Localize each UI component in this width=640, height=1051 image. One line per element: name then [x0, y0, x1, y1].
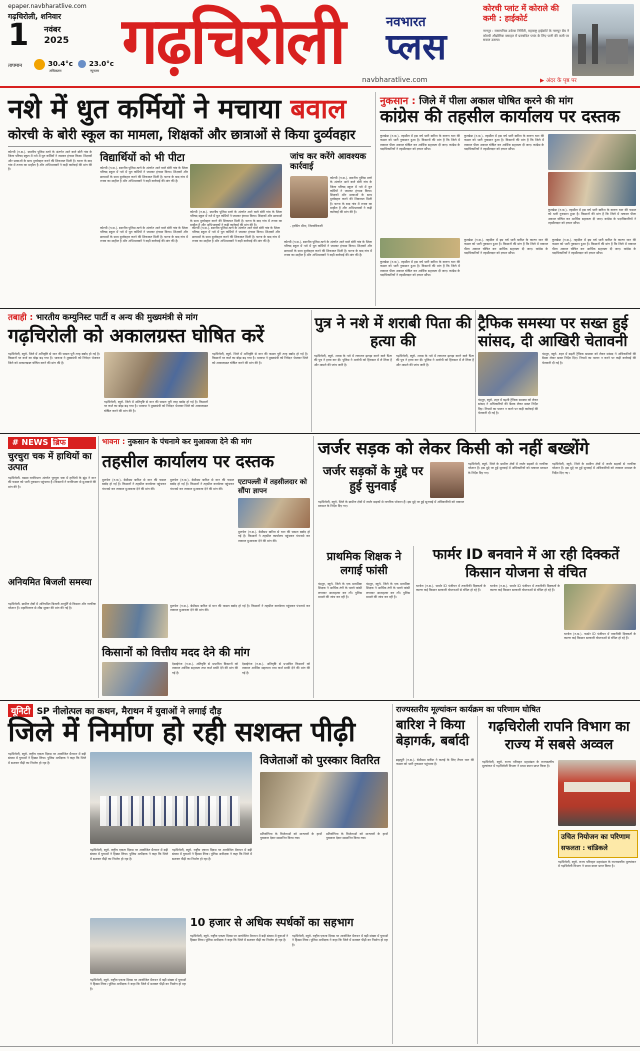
promo-title: कोरची प्लांट में कोराले की कमी : हाईकोर्ट — [483, 4, 559, 23]
date-year: 2025 — [44, 36, 70, 46]
traffic-photo — [478, 352, 538, 396]
tahsil-body-col2: मुलचेरा (न.स.). बेमौसम बारिश से धान की फसल बर्बाद हो गई है। किसानों ने तहसील कार्यालय पहुंचकर पंचनामे कर तत्काल मुआवजा देने की मांग की। — [170, 478, 234, 491]
brief-1-body: गढ़चिरोली. वडसा वनविभाग अंतर्गत चुरचुरा चक में हाथियों के झुंड ने धान की फसल को भारी नुकसान पहुंचाया है। किसानों ने वनविभाग से मुआवजे की मांग की है। — [8, 476, 96, 489]
drought-body-col2: कुरखेडा (न.स.). तहसील में इस वर्ष भारी बारिश के कारण धान की फसल को भारी नुकसान हुआ है। किसानों की मांग है कि जिले में तत्काल पीला अकाल घोषित कर आर्थिक सहायता दी जाए। कांग्रेस के पदाधिकारियों ने तहसीलदार को ज्ञापन सौंपा। — [464, 134, 544, 151]
winners-headline: विजेताओं को पुरस्कार वितरित — [260, 754, 380, 767]
site-url[interactable]: epaper.navbharatlive.com — [8, 3, 87, 10]
murder-body-col1: गढ़चिरोली, ब्यूरो. शराब के नशे में लगातार झगड़ा करने वाले पिता की पुत्र ने हत्या कर दी। पुलिस ने आरोपी को हिरासत में ले लिया है और मामले की जांच जारी है। — [314, 354, 392, 367]
famine-kicker-text: भारतीय कम्युनिस्ट पार्टी व अन्य की मुख्यमंत्री से मांग — [35, 313, 198, 323]
roads-body-col1: गढ़चिरोली, ब्यूरो. जिले के ग्रामीण क्षेत्रों में जर्जर सड़कों से नागरिक परेशान हैं। इस मुद्दे पर हुई सुनवाई में अधिकारियों को तत्काल मरम्मत के निर्देश दिए गए। — [468, 462, 548, 475]
dept-body-col2: गढ़चिरोली, ब्यूरो. राज्य परिवहन महामंडल के राज्यस्तरीय मूल्यांकन में गढ़चिरोली विभाग ने प्रथम स्थान प्राप्त किया है। — [558, 860, 636, 869]
lead-body-col4: कोरची (न.स.). स्थानीय पुलिस ठाणे के अंतर्गत आने वाले बोरी गांव के जिला परिषद स्कूल में नशे में धुत कर्मियों ने जमकर हंगामा किया। शिक्षकों और छात्राओं के साथ दुर्व्यवहार करने की शिकायत मिली है। घटना के बाद गांव में तनाव का माहौल है और अभिभावकों ने कड़ी कार्रवाई की मांग की है। — [192, 226, 280, 243]
lead-action-body: कोरची (न.स.). स्थानीय पुलिस ठाणे के अंतर्गत आने वाले बोरी गांव के जिला परिषद स्कूल में नशे में धुत कर्मियों ने जमकर हंगामा किया। शिक्षकों और छात्राओं के साथ दुर्व्यवहार करने की शिकायत मिली है। घटना के बाद गांव में तनाव का माहौल है और अभिभावकों ने कड़ी कार्रवाई की मांग की है। — [330, 176, 372, 215]
unity-body-col3: गढ़चिरोली, ब्यूरो. राष्ट्रीय एकता दिवस पर आयोजित मैराथन में बड़ी संख्या में युवाओं ने हिस्सा लिया। पुलिस अधीक्षक ने कहा कि जिले में सशक्त पीढ़ी का निर्माण हो रहा है। — [172, 848, 252, 861]
drought-photo-1 — [548, 134, 636, 170]
date-month: नवंबर — [44, 25, 61, 34]
weather-label: तापमान — [8, 63, 23, 69]
brand-top: नवभारत — [386, 15, 426, 30]
lead-body-col2: कोरची (न.स.). स्थानीय पुलिस ठाणे के अंतर्गत आने वाले बोरी गांव के जिला परिषद स्कूल में नशे में धुत कर्मियों ने जमकर हंगामा किया। शिक्षकों और छात्राओं के साथ दुर्व्यवहार करने की शिकायत मिली है। घटना के बाद गांव में तनाव का माहौल है और अभिभावकों ने कड़ी कार्रवाई की मांग की है। — [100, 166, 188, 183]
unity-body-col2: गढ़चिरोली, ब्यूरो. राष्ट्रीय एकता दिवस पर आयोजित मैराथन में बड़ी संख्या में युवाओं ने हिस्सा लिया। पुलिस अधीक्षक ने कहा कि जिले में सशक्त पीढ़ी का निर्माण हो रहा है। — [90, 848, 168, 861]
loan-body-col2: देसाईगंज (न.स.). अतिवृष्टि से प्रभावित किसानों को तत्काल आर्थिक सहायता तथा कर्ज माफी देने की मांग की गई है। — [242, 662, 310, 675]
murder-headline: पुत्र ने नशे में शराबी पिता की हत्या की — [314, 314, 472, 350]
promo-more-label: अंदर के पृष्ठ पर — [545, 78, 577, 84]
drought-body-col5: कुरखेडा (न.स.). तहसील में इस वर्ष भारी बारिश के कारण धान की फसल को भारी नुकसान हुआ है। किसानों की मांग है कि जिले में तत्काल पीला अकाल घोषित कर आर्थिक सहायता दी जाए। कांग्रेस के पदाधिकारियों ने तहसीलदार को ज्ञापन सौंपा। — [464, 238, 548, 255]
news-tag: ब्रिफ — [53, 438, 66, 447]
date-number: 1 — [8, 18, 29, 53]
participants-photo — [90, 918, 186, 974]
lead-subheadline: कोरची के बोरी स्कूल का मामला, शिक्षकों और छात्राओं से किया दुर्व्यवहार — [8, 128, 356, 143]
dept-body-col1: गढ़चिरोली, ब्यूरो. राज्य परिवहन महामंडल के राज्यस्तरीय मूल्यांकन में गढ़चिरोली विभाग ने प्रथम स्थान प्राप्त किया है। — [482, 760, 554, 769]
lead-body-col1: कोरची (न.स.). स्थानीय पुलिस ठाणे के अंतर्गत आने वाले बोरी गांव के जिला परिषद स्कूल में नशे में धुत कर्मियों ने जमकर हंगामा किया। शिक्षकों और छात्राओं के साथ दुर्व्यवहार करने की शिकायत मिली है। घटना के बाद गांव में तनाव का माहौल है और अभिभावकों ने कड़ी कार्रवाई की मांग की है। — [8, 150, 92, 172]
rain-headline: बारिश ने किया बेड़ागर्क, बर्बादी — [396, 718, 469, 749]
tahsil-kicker-label: भावना : — [102, 437, 126, 446]
teacher-body-col2: चंद्रपुर, ब्यूरो. जिले के एक प्राथमिक शिक्षक ने आर्थिक तंगी के चलते फांसी लगाकर आत्महत्या कर ली। पुलिस मामले की जांच कर रही है। — [366, 582, 410, 599]
tahsil-kicker-text: नुकसान के पंचनामे कर मुआवजा देने की मांग — [127, 437, 252, 446]
participants-body-col1: गढ़चिरोली, ब्यूरो. राष्ट्रीय एकता दिवस पर आयोजित मैराथन में बड़ी संख्या में युवाओं ने हिस्सा लिया। पुलिस अधीक्षक ने कहा कि जिले में सशक्त पीढ़ी का निर्माण हो रहा है। — [90, 978, 186, 991]
factory-photo — [572, 4, 634, 76]
roads-body-col3: गढ़चिरोली, ब्यूरो. जिले के ग्रामीण क्षेत्रों में जर्जर सड़कों से नागरिक परेशान हैं। इस मुद्दे पर हुई सुनवाई में अधिकारियों को तत्काल मरम्मत के निर्देश दिए गए। — [318, 500, 464, 509]
traffic-body-col1: चंद्रपुर, ब्यूरो. शहर में बढ़ती ट्रैफिक समस्या को लेकर सांसद ने अधिकारियों की बैठक लेकर सख्त निर्देश दिए। नियमों का पालन न करने पर कड़ी कार्रवाई की चेतावनी दी गई है। — [542, 352, 636, 365]
tahsil-photo-2 — [102, 604, 168, 638]
drought-kicker-label: नुकसान : — [380, 96, 416, 107]
murder-body-col2: गढ़चिरोली, ब्यूरो. शराब के नशे में लगातार झगड़ा करने वाले पिता की पुत्र ने हत्या कर दी। पुलिस ने आरोपी को हिरासत में ले लिया है और मामले की जांच जारी है। — [396, 354, 474, 367]
lead-headline-red: बवाल — [290, 94, 347, 125]
famine-kicker — [8, 312, 308, 323]
tahsil-body-col4: मुलचेरा (न.स.). बेमौसम बारिश से धान की फसल बर्बाद हो गई है। किसानों ने तहसील कार्यालय पहुंचकर पंचनामे कर तत्काल मुआवजा देने की मांग की। — [170, 604, 310, 613]
drought-headline: कांग्रेस की तहसील कार्यालय पर दस्तक — [380, 107, 620, 127]
famine-body-col3: गढ़चिरोली, ब्यूरो. जिले में अतिवृष्टि से धान की फसल पूरी तरह बर्बाद हो गई है। किसानों पर कर्ज का बोझ बढ़ गया है। भाकपा ने मुख्यमंत्री को निवेदन भेजकर जिले को अकालग्रस्त घोषित करने की मांग की है। — [212, 352, 308, 365]
tahsil-kicker — [102, 437, 307, 447]
lead-photo — [190, 164, 282, 208]
famine-body-col1: गढ़चिरोली, ब्यूरो. जिले में अतिवृष्टि से धान की फसल पूरी तरह बर्बाद हो गई है। किसानों पर कर्ज का बोझ बढ़ गया है। भाकपा ने मुख्यमंत्री को निवेदन भेजकर जिले को अकालग्रस्त घोषित करने की मांग की है। — [8, 352, 100, 365]
roads-body-col2: गढ़चिरोली, ब्यूरो. जिले के ग्रामीण क्षेत्रों में जर्जर सड़कों से नागरिक परेशान हैं। इस मुद्दे पर हुई सुनवाई में अधिकारियों को तत्काल मरम्मत के निर्देश दिए गए। — [552, 462, 636, 475]
collector-photo — [290, 176, 328, 218]
temp-min: 23.0°c — [89, 60, 114, 68]
moon-icon — [78, 60, 86, 68]
promo-body: नागपुर : रासायनिक उर्वरक निर्मिती, महाराष्ट्र हाईकोर्ट के नागपुर बेंच ने कोरची औद्योगिक वसाहत में प्रस्तावित प्लांट के लिए पानी की कमी पर सवाल उठाया। — [483, 29, 569, 42]
brief-2-title: अनियमित बिजली समस्या — [8, 578, 92, 588]
site-footer-url[interactable]: navbharatlive.com — [362, 76, 428, 84]
participants-headline: 10 हजार से अधिक स्पर्धकों का सहभाग — [190, 916, 354, 929]
famine-photo — [104, 352, 208, 398]
drought-kicker — [380, 93, 635, 107]
marathon-photo — [90, 752, 252, 844]
teacher-body-col1: चंद्रपुर, ब्यूरो. जिले के एक प्राथमिक शिक्षक ने आर्थिक तंगी के चलते फांसी लगाकर आत्महत्या कर ली। पुलिस मामले की जांच कर रही है। — [318, 582, 362, 599]
farmer-id-body-col2: धानोरा (न.स.). फार्मर ID पंजीयन में तकनीकी दिक्कतों के कारण कई किसान सरकारी योजनाओं से वंचित हो रहे हैं। — [490, 584, 560, 593]
sun-icon — [34, 59, 45, 70]
tahsil-body-col1: मुलचेरा (न.स.). बेमौसम बारिश से धान की फसल बर्बाद हो गई है। किसानों ने तहसील कार्यालय पहुंचकर पंचनामे कर तत्काल मुआवजा देने की मांग की। — [102, 478, 166, 491]
tahsil-body-col3: मुलचेरा (न.स.). बेमौसम बारिश से धान की फसल बर्बाद हो गई है। किसानों ने तहसील कार्यालय पहुंचकर पंचनामे कर तत्काल मुआवजा देने की मांग की। — [238, 530, 310, 543]
tahsil-photo-1 — [238, 498, 310, 528]
lead-action-by: - हरसिंग मीना, जिलाधिकारी — [290, 224, 323, 228]
farmer-id-body-col1: धानोरा (न.स.). फार्मर ID पंजीयन में तकनीकी दिक्कतों के कारण कई किसान सरकारी योजनाओं से वंचित हो रहे हैं। — [416, 584, 486, 593]
drought-photo-3 — [380, 238, 460, 258]
roads-photo — [430, 462, 464, 498]
participants-body-col2: गढ़चिरोली, ब्यूरो. राष्ट्रीय एकता दिवस पर आयोजित मैराथन में बड़ी संख्या में युवाओं ने हिस्सा लिया। पुलिस अधीक्षक ने कहा कि जिले में सशक्त पीढ़ी का निर्माण हो रहा है। — [190, 934, 288, 943]
lead-photo-caption: कोरची (न.स.). स्थानीय पुलिस ठाणे के अंतर्गत आने वाले बोरी गांव के जिला परिषद स्कूल में नशे में धुत कर्मियों ने जमकर हंगामा किया। शिक्षकों और छात्राओं के साथ दुर्व्यवहार करने की शिकायत मिली है। घटना के बाद गांव में तनाव का माहौल है और अभिभावकों ने कड़ी कार्रवाई की मांग की है। — [190, 210, 282, 227]
winners-body-col2: प्रतियोगिता के विजेताओं को मान्यवरों के हाथों पुरस्कार देकर सम्मानित किया गया। — [326, 832, 388, 841]
hash-icon: # — [12, 438, 19, 447]
tahsil-side-title: एटापल्ली में तहसीलदार को सौंपा ज्ञापन — [238, 478, 307, 495]
teacher-headline: प्राथमिक शिक्षक ने लगाई फांसी — [326, 550, 402, 577]
lead-headline — [8, 93, 373, 126]
dept-box-sub: सफलता : चांडिकले — [561, 844, 608, 852]
dept-kicker: राज्यस्तरीय मूल्यांकन कार्यक्रम का परिणाम घोषित — [396, 705, 541, 714]
unity-headline: जिले में निर्माण हो रही सशक्त पीढ़ी — [8, 717, 356, 748]
lead-action-title: जांच कर करेंगे आवश्यक कार्रवाई — [290, 152, 367, 172]
loan-photo — [102, 662, 168, 696]
temp-min-label: न्यूनतम — [90, 69, 100, 73]
news-label-box — [8, 437, 96, 449]
tahsil-headline: तहसील कार्यालय पर दस्तक — [102, 452, 274, 472]
drought-body-col1: कुरखेडा (न.स.). तहसील में इस वर्ष भारी बारिश के कारण धान की फसल को भारी नुकसान हुआ है। किसानों की मांग है कि जिले में तत्काल पीला अकाल घोषित कर आर्थिक सहायता दी जाए। कांग्रेस के पदाधिकारियों ने तहसीलदार को ज्ञापन सौंपा। — [380, 134, 460, 151]
lead-body-col3: कोरची (न.स.). स्थानीय पुलिस ठाणे के अंतर्गत आने वाले बोरी गांव के जिला परिषद स्कूल में नशे में धुत कर्मियों ने जमकर हंगामा किया। शिक्षकों और छात्राओं के साथ दुर्व्यवहार करने की शिकायत मिली है। घटना के बाद गांव में तनाव का माहौल है और अभिभावकों ने कड़ी कार्रवाई की मांग की है। — [100, 226, 188, 243]
drought-photo-2 — [548, 172, 636, 206]
loan-headline: किसानों को वित्तीय मदद देने की मांग — [102, 646, 250, 659]
dateline: गढ़चिरोली, शनिवार — [8, 12, 62, 21]
brief-1-title: चुरचुरा चक में हाथियों का उत्पात — [8, 452, 92, 473]
dept-box — [558, 830, 638, 858]
farmer-id-body-col3: धानोरा (न.स.). फार्मर ID पंजीयन में तकनीकी दिक्कतों के कारण कई किसान सरकारी योजनाओं से वंचित हो रहे हैं। — [564, 632, 636, 641]
drought-body-col4: कुरखेडा (न.स.). तहसील में इस वर्ष भारी बारिश के कारण धान की फसल को भारी नुकसान हुआ है। किसानों की मांग है कि जिले में तत्काल पीला अकाल घोषित कर आर्थिक सहायता दी जाए। कांग्रेस के पदाधिकारियों ने तहसीलदार को ज्ञापन सौंपा। — [380, 260, 460, 277]
farmer-id-headline: फार्मर ID बनवाने में आ रही दिक्कतें किसान योजना से वंचित — [432, 547, 620, 581]
temp-max: 30.4°c — [48, 60, 73, 68]
rain-body: ब्रह्मपुरी (न.स.). बेमौसम बारिश ने कटाई के लिए तैयार धान की फसल को भारी नुकसान पहुंचाया है। — [396, 758, 474, 767]
farmer-id-photo — [564, 584, 636, 630]
unity-body-col1: गढ़चिरोली, ब्यूरो. राष्ट्रीय एकता दिवस पर आयोजित मैराथन में बड़ी संख्या में युवाओं ने हिस्सा लिया। पुलिस अधीक्षक ने कहा कि जिले में सशक्त पीढ़ी का निर्माण हो रहा है। — [8, 752, 86, 765]
famine-kicker-label: तबाही : — [8, 313, 33, 323]
drought-kicker-text: जिले में पीला अकाल घोषित करने की मांग — [419, 96, 573, 107]
brand-name: प्लस — [386, 26, 447, 68]
traffic-headline: ट्रैफिक समस्या पर सख्त हुई सांसद, दी आखिरी चेतावनी — [478, 314, 629, 350]
brief-2-body: गढ़चिरोली. ग्रामीण क्षेत्रों में अनियमित बिजली आपूर्ति से किसान और नागरिक परेशान हैं। महावितरण से शीघ्र सुधार की मांग की गई है। — [8, 602, 96, 611]
participants-body-col3: गढ़चिरोली, ब्यूरो. राष्ट्रीय एकता दिवस पर आयोजित मैराथन में बड़ी संख्या में युवाओं ने हिस्सा लिया। पुलिस अधीक्षक ने कहा कि जिले में सशक्त पीढ़ी का निर्माण हो रहा है। — [292, 934, 388, 947]
unity-kicker: SP नीलोत्पल का कथन, मैराथन में युवाओं ने लगाई दौड़ — [36, 707, 222, 717]
dept-box-title: उचित नियोजन का परिणाम — [561, 833, 630, 841]
unity-tag: यूनिटी — [8, 704, 33, 717]
bus-photo — [558, 760, 636, 826]
drought-body-col3: कुरखेडा (न.स.). तहसील में इस वर्ष भारी बारिश के कारण धान की फसल को भारी नुकसान हुआ है। किसानों की मांग है कि जिले में तत्काल पीला अकाल घोषित कर आर्थिक सहायता दी जाए। कांग्रेस के पदाधिकारियों ने तहसीलदार को ज्ञापन सौंपा। — [548, 208, 636, 225]
famine-headline: गढ़चिरोली को अकालग्रस्त घोषित करें — [8, 325, 264, 347]
lead-body-col5: कोरची (न.स.). स्थानीय पुलिस ठाणे के अंतर्गत आने वाले बोरी गांव के जिला परिषद स्कूल में नशे में धुत कर्मियों ने जमकर हंगामा किया। शिक्षकों और छात्राओं के साथ दुर्व्यवहार करने की शिकायत मिली है। घटना के बाद गांव में तनाव का माहौल है और अभिभावकों ने कड़ी कार्रवाई की मांग की है। — [284, 240, 372, 257]
winners-body-col1: प्रतियोगिता के विजेताओं को मान्यवरों के हाथों पुरस्कार देकर सम्मानित किया गया। — [260, 832, 322, 841]
news-label: NEWS — [21, 438, 49, 447]
temp-max-label: अधिकतम — [49, 69, 62, 73]
roads-subheadline: जर्जर सड़कों के मुद्दे पर हुई सुनवाई — [322, 464, 424, 493]
traffic-body-col2: चंद्रपुर, ब्यूरो. शहर में बढ़ती ट्रैफिक समस्या को लेकर सांसद ने अधिकारियों की बैठक लेकर सख्त निर्देश दिए। नियमों का पालन न करने पर कड़ी कार्रवाई की चेतावनी दी गई है। — [478, 398, 538, 415]
lead-box-title: विद्यार्थियों को भी पीटा — [100, 152, 185, 164]
promo-more[interactable]: ▶ अंदर के पृष्ठ पर — [540, 78, 577, 84]
loan-body-col1: देसाईगंज (न.स.). अतिवृष्टि से प्रभावित किसानों को तत्काल आर्थिक सहायता तथा कर्ज माफी देने की मांग की गई है। — [172, 662, 238, 675]
roads-headline: जर्जर सड़क को लेकर किसी को नहीं बख्शेंगे — [318, 439, 589, 459]
lead-headline-text: नशे में धुत कर्मियों ने मचाया — [8, 94, 281, 125]
paper-title: गढ़चिरोली — [122, 4, 344, 79]
drought-body-col6: कुरखेडा (न.स.). तहसील में इस वर्ष भारी बारिश के कारण धान की फसल को भारी नुकसान हुआ है। किसानों की मांग है कि जिले में तत्काल पीला अकाल घोषित कर आर्थिक सहायता दी जाए। कांग्रेस के पदाधिकारियों ने तहसीलदार को ज्ञापन सौंपा। — [552, 238, 636, 255]
winners-photo — [260, 772, 388, 828]
famine-body-col2: गढ़चिरोली, ब्यूरो. जिले में अतिवृष्टि से धान की फसल पूरी तरह बर्बाद हो गई है। किसानों पर कर्ज का बोझ बढ़ गया है। भाकपा ने मुख्यमंत्री को निवेदन भेजकर जिले को अकालग्रस्त घोषित करने की मांग की है। — [104, 400, 208, 413]
dept-headline: गढ़चिरोली रापनि विभाग का राज्य में सबसे अव्वल — [488, 719, 630, 753]
